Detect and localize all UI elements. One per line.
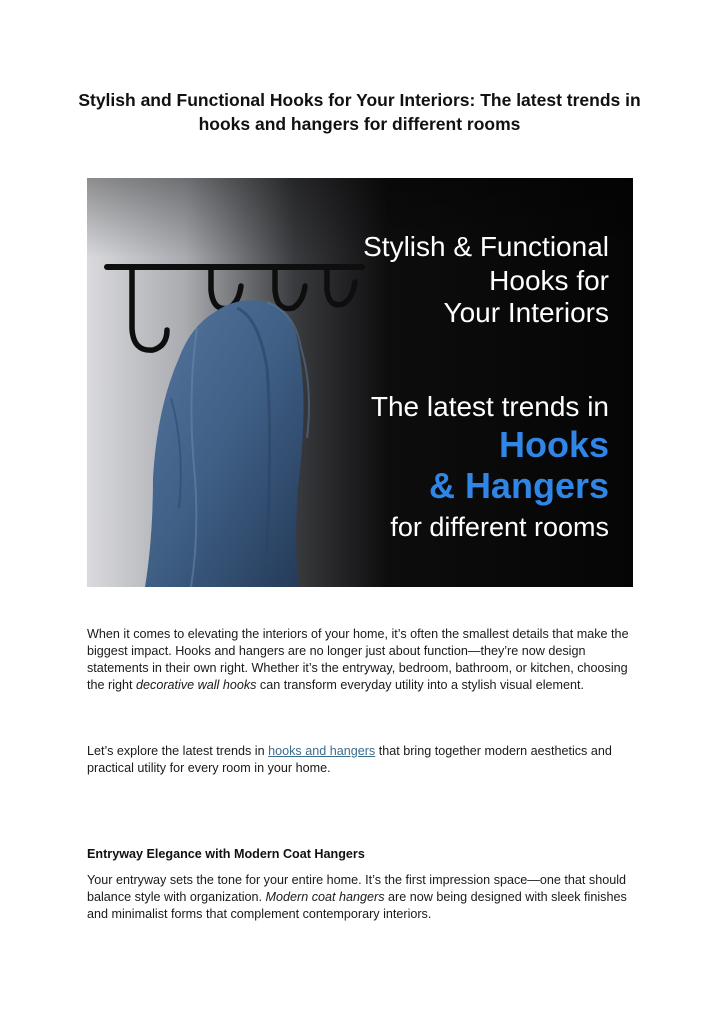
intro-paragraph-1 [87, 626, 637, 694]
intro-p2-text-a: Let’s explore the latest trends in [87, 744, 269, 758]
entryway-text-a: Your entryway sets the tone for your entire home. It’s the first impression space—one that should balance style with organization. [87, 873, 627, 904]
intro-p1-emphasis: decorative wall hooks [136, 678, 257, 692]
hero-line-3: Your Interiors [443, 297, 609, 328]
intro-p1-text-a: When it comes to elevating the interiors of your home, it’s often the smallest details that make the biggest impact. Hooks and hangers are no longer just about function—they’re now design statements in their own right. Whether it’s the entryway, bedroom, bathroom, or kitchen, choosing the right [87, 627, 629, 692]
hero-line-1: Stylish & Functional [363, 231, 609, 262]
hero-line-7: for different rooms [390, 512, 609, 542]
hero-line-6: & Hangers [428, 465, 609, 506]
entryway-emphasis: Modern coat hangers [265, 890, 385, 904]
section-heading-entryway: Entryway Elegance with Modern Coat Hangers [87, 847, 365, 861]
hero-line-5: Hooks [498, 424, 609, 465]
intro-paragraph-2 [87, 743, 637, 777]
hooks-and-hangers-link[interactable]: hooks and hangers [268, 744, 376, 758]
intro-p2-text-b: that bring together modern aesthetics and practical utility for every room in your home. [87, 744, 612, 775]
page-title: Stylish and Functional Hooks for Your Interiors: The latest trends in hooks and hangers for different rooms [78, 90, 641, 134]
hero-illustration [87, 178, 633, 587]
hero-line-2: Hooks for [489, 265, 609, 296]
hero-image [87, 178, 633, 587]
intro-p1-text-b: can transform everyday utility into a stylish visual element. [256, 678, 584, 692]
entryway-paragraph [87, 872, 637, 923]
entryway-text-b: are now being designed with sleek finishes and minimalist forms that complement contemporary interiors. [87, 890, 627, 921]
hero-line-4: The latest trends in [370, 391, 609, 422]
